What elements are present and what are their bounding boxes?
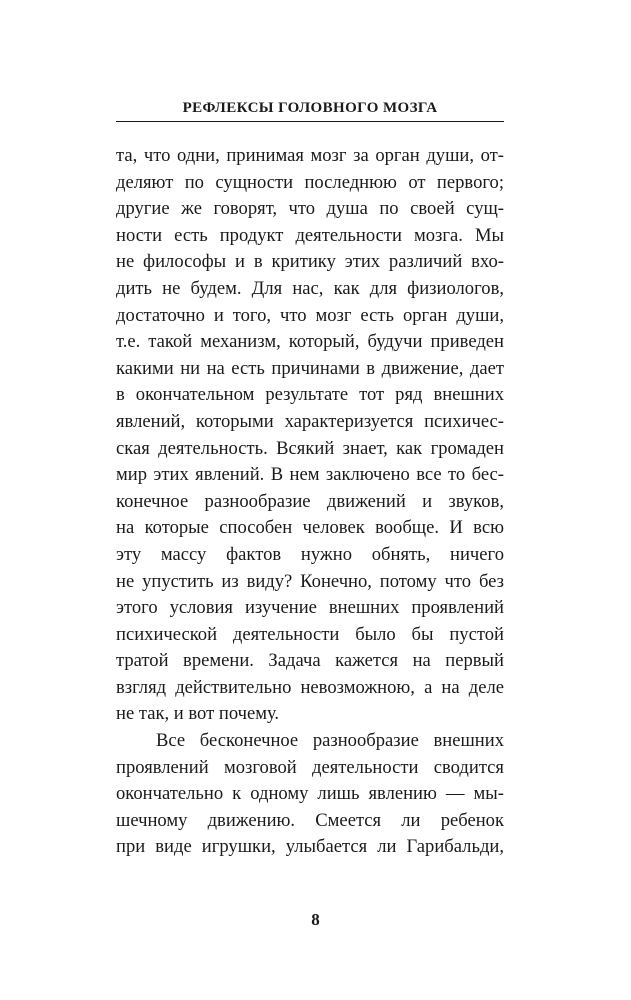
text-line: шечному движению. Смеется ли ребенок [116,809,504,831]
text-line: ская деятельность. Всякий знает, как громаден [116,437,504,459]
text-line: в окончательном результате тот ряд внешних [116,384,504,406]
text-line: эту массу фактов нужно обнять, ничего [116,543,504,565]
text-line: не так, и вот почему. [116,703,280,725]
text-line: окончательно к одному лишь явлению — мы- [116,783,504,805]
text-line: т.е. такой механизм, который, будучи приведен [116,331,504,353]
text-line: при виде игрушки, улыбается ли Гарибальди, [116,836,504,858]
text-line: достаточно и того, что мозг есть орган души, [116,304,504,326]
text-line: мир этих явлений. В нем заключено все то бес- [116,464,504,486]
text-line: конечное разнообразие движений и звуков, [116,490,504,512]
text-line: деляют по сущности последнюю от первого; [116,171,504,193]
text-line: психической деятельности было бы пустой [116,623,504,645]
header-rule [116,121,504,122]
running-title: РЕФЛЕКСЫ ГОЛОВНОГО МОЗГА [182,100,438,116]
text-line: этого условия изучение внешних проявлений [116,597,504,619]
text-line: ности есть продукт деятельности мозга. Мы [116,224,504,246]
text-line: явлений, которыми характеризуется психичес- [116,410,504,432]
text-line: та, что одни, принимая мозг за орган души, от- [116,145,504,166]
text-line: не упустить из виду? Конечно, потому что без [116,570,504,592]
text-line: дить не будем. Для нас, как для физиологов, [116,277,504,299]
body-text [116,143,504,861]
page-number: 8 [311,910,320,929]
text-line: какими ни на есть причинами в движение, дает [116,357,504,379]
text-line: проявлений мозговой деятельности сводится [116,756,504,778]
text-line: не философы и в критику этих различий вхо- [116,251,504,273]
text-line: другие же говорят, что душа по своей сущ- [116,198,504,220]
text-line: взгляд действительно невозможною, а на деле [116,676,504,698]
text-line: тратой времени. Задача кажется на первый [116,650,504,672]
text-line: Все бесконечное разнообразие внешних [156,730,504,752]
text-line: на которые способен человек вообще. И всю [116,517,504,539]
